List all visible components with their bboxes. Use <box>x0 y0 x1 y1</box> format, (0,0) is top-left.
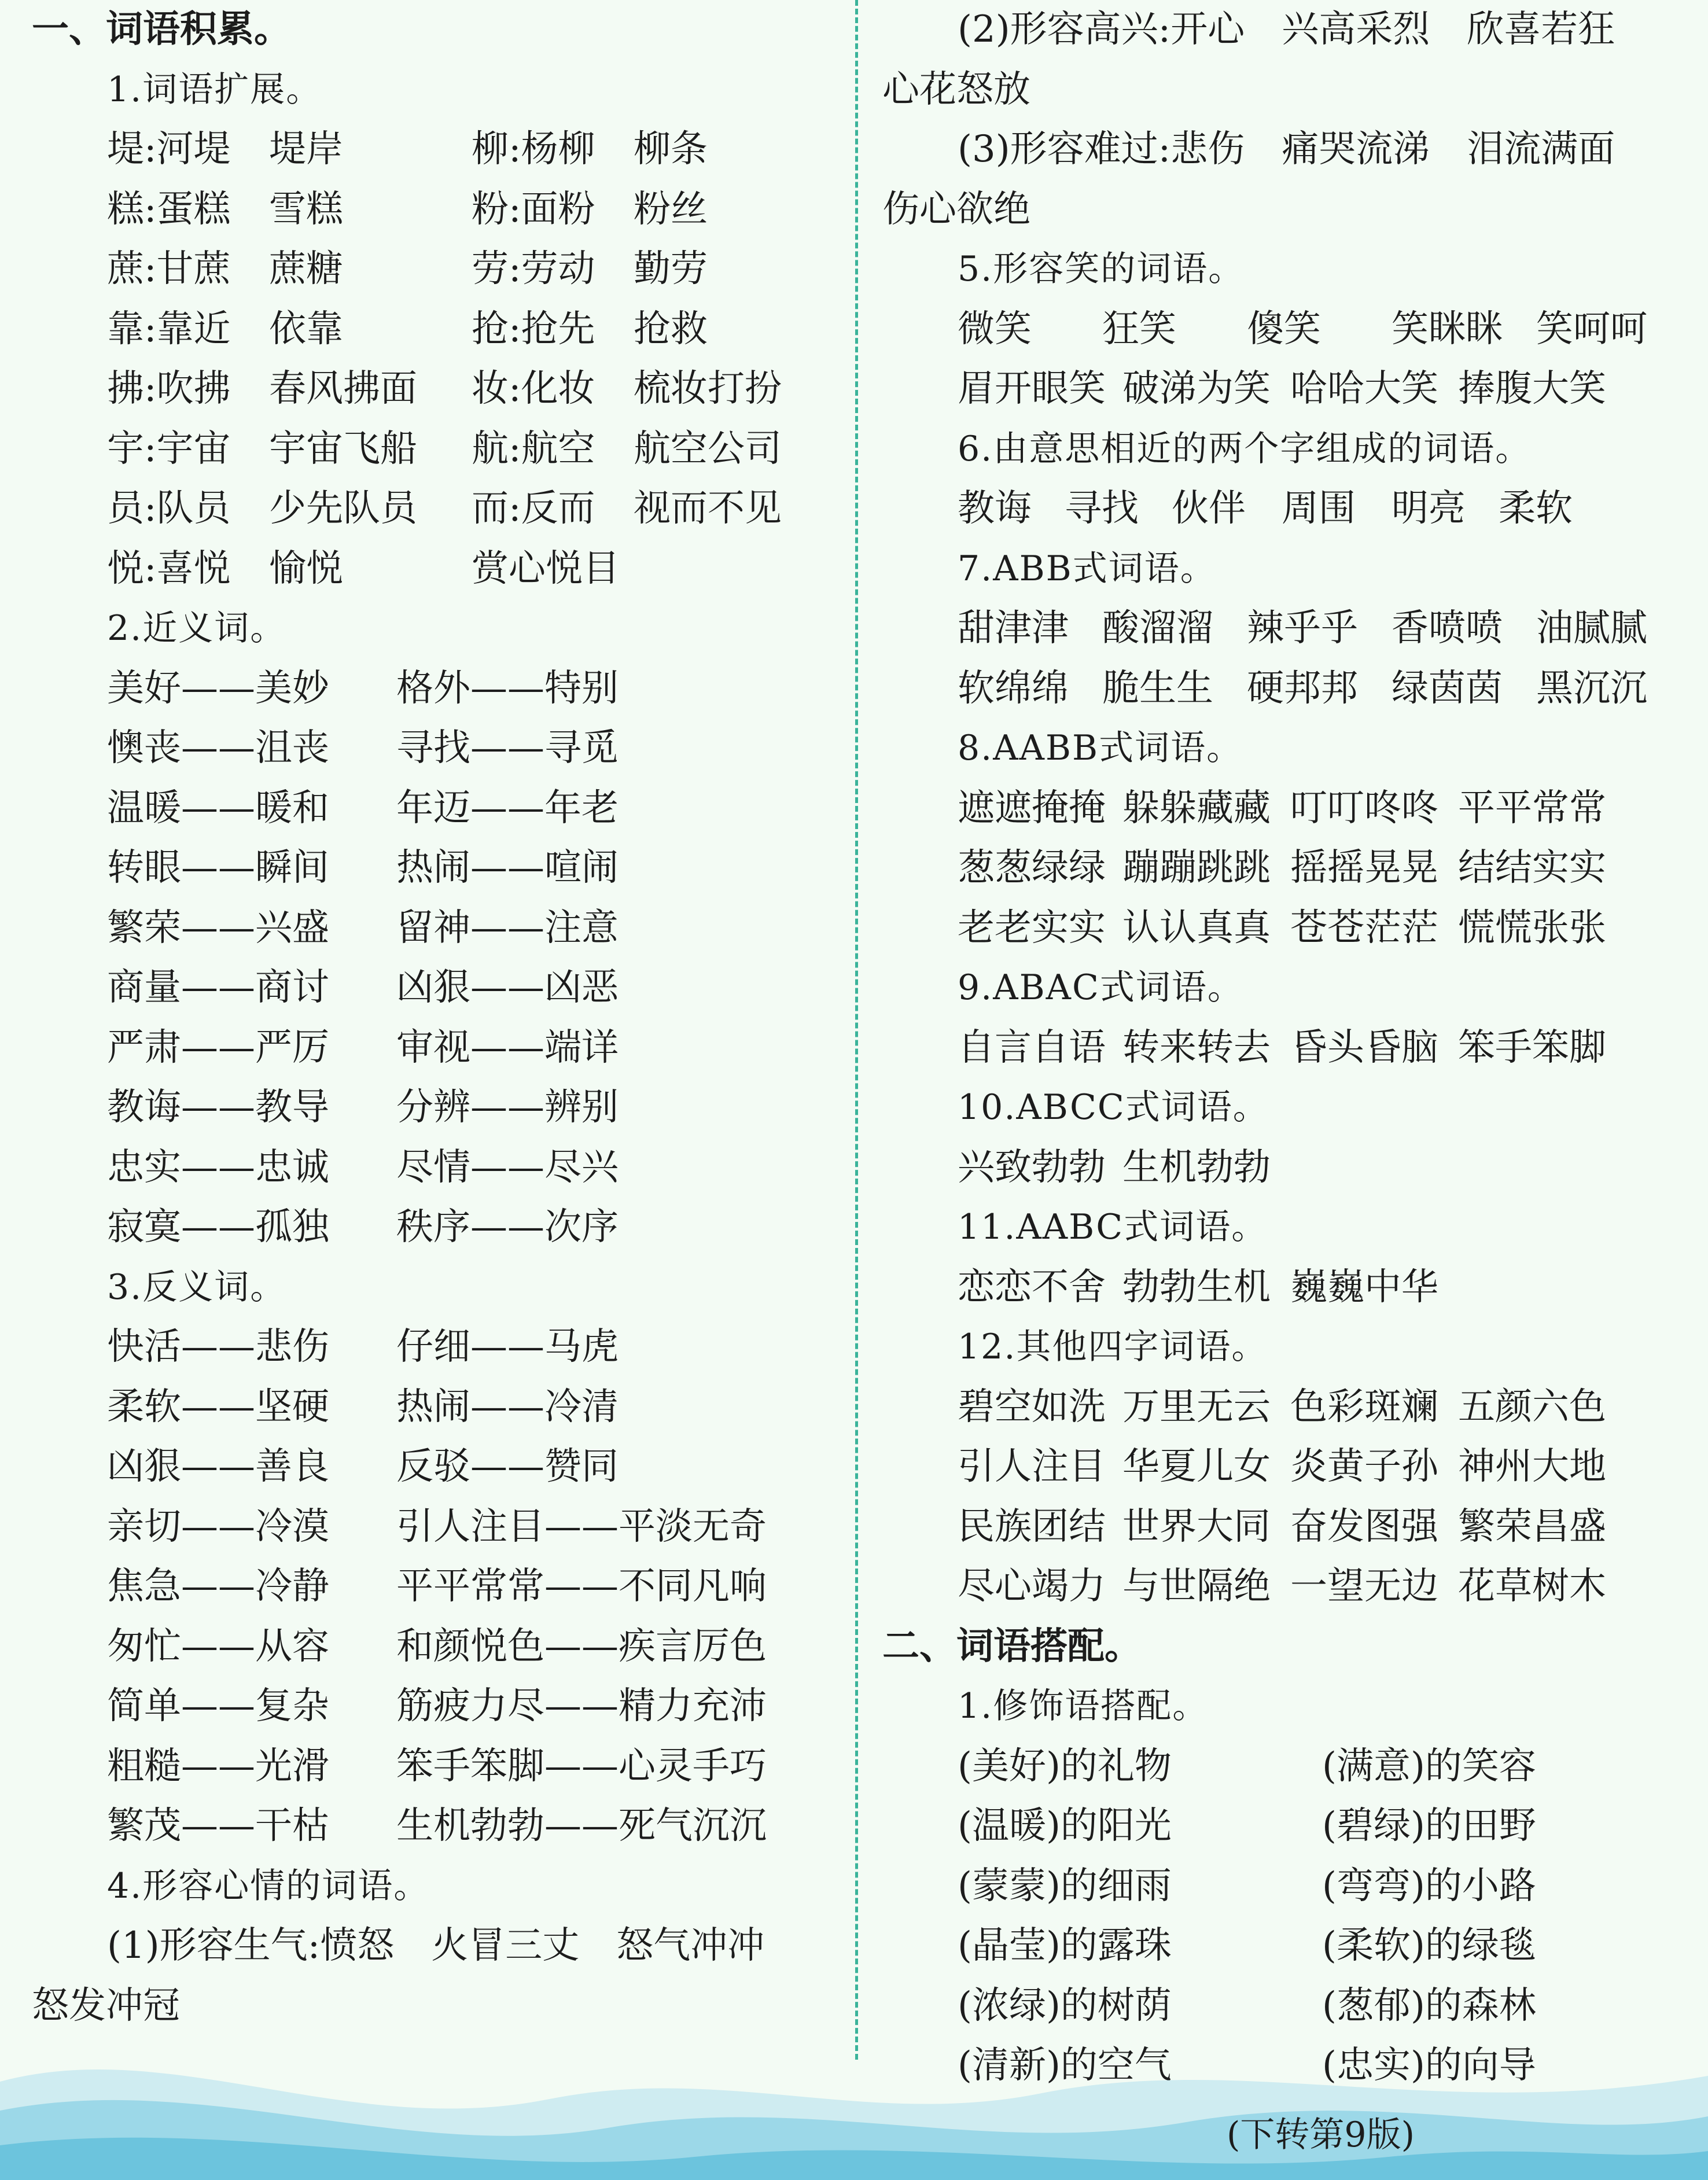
word: 凶狠——善良 <box>107 1445 329 1488</box>
word: 笑眯眯 <box>1392 307 1503 351</box>
word: 热闹——喧闹 <box>396 846 619 889</box>
word: 繁茂——干枯 <box>107 1805 329 1847</box>
near-row <box>882 479 1684 539</box>
word: 蔗糖 <box>269 248 343 290</box>
synonym-row <box>32 1198 842 1258</box>
word: 秩序——次序 <box>396 1206 619 1249</box>
word: 笨手笨脚——心灵手巧 <box>396 1744 767 1788</box>
word: 绿茵茵 <box>1392 666 1503 710</box>
wave-decoration <box>0 2012 1708 2180</box>
word: 仔细——马虎 <box>396 1325 619 1368</box>
expand-row <box>32 479 842 539</box>
word: 恋恋不舍 <box>958 1265 1106 1309</box>
word: 简单——复杂 <box>107 1685 329 1728</box>
word: 傻笑 <box>1247 307 1321 351</box>
word: 硬邦邦 <box>1247 666 1358 710</box>
word: 忠实——忠诚 <box>107 1146 329 1189</box>
subheading-mood: 4.形容心情的词语。 <box>107 1865 430 1906</box>
word: 蹦蹦跳跳 <box>1122 846 1271 889</box>
word: 雪糕 <box>269 187 343 231</box>
word: 严肃——严厉 <box>107 1026 329 1069</box>
word: 蔗:甘蔗 <box>107 248 231 290</box>
synonym-row <box>32 898 842 959</box>
four-row <box>882 1557 1684 1617</box>
abcc-row <box>882 1138 1684 1198</box>
word: 糕:蛋糕 <box>107 187 231 231</box>
mood-angry-line: (1)形容生气:愤怒 火冒三丈 怒气冲冲 <box>107 1924 765 1967</box>
word: (清新)的空气 <box>958 2044 1172 2087</box>
antonym-row <box>32 1737 842 1797</box>
pair-row <box>882 1916 1684 1976</box>
word: 美好——美妙 <box>107 666 329 710</box>
word: 热闹——冷清 <box>396 1385 619 1428</box>
synonym-row <box>32 659 842 719</box>
word: 躲躲藏藏 <box>1122 786 1271 830</box>
word: 劳:劳动 <box>472 248 595 290</box>
synonym-row <box>32 1138 842 1198</box>
column-divider <box>855 0 858 2060</box>
word: 格外——特别 <box>396 666 619 710</box>
synonym-row <box>32 779 842 839</box>
word: 叮叮咚咚 <box>1290 786 1438 830</box>
word: 认认真真 <box>1122 906 1271 949</box>
word: 引人注目 <box>958 1445 1106 1488</box>
word: 粉丝 <box>634 187 708 231</box>
word: 寻找——寻觅 <box>396 727 619 769</box>
four-row <box>882 1378 1684 1438</box>
word: 焦急——冷静 <box>107 1565 329 1608</box>
word: 周围 <box>1282 487 1356 530</box>
laugh-row <box>882 359 1684 419</box>
aabb-row <box>882 898 1684 959</box>
synonym-row <box>32 838 842 898</box>
word: 奋发图强 <box>1290 1505 1438 1548</box>
word: 世界大同 <box>1122 1505 1271 1548</box>
left-column <box>32 0 842 2036</box>
word: (蒙蒙)的细雨 <box>958 1864 1172 1908</box>
word: 梳妆打扮 <box>634 367 782 410</box>
subheading-expand: 1.词语扩展。 <box>107 69 322 110</box>
word: (美好)的礼物 <box>958 1744 1172 1788</box>
mood-happy-line: (2)形容高兴:开心 兴高采烈 欣喜若狂 <box>958 8 1615 51</box>
word: 五颜六色 <box>1458 1385 1606 1428</box>
word: 一望无边 <box>1290 1565 1438 1608</box>
four-row <box>882 1437 1684 1497</box>
word: 柳:杨柳 <box>472 128 595 171</box>
word: 哈哈大笑 <box>1290 367 1438 410</box>
word: 辣乎乎 <box>1247 607 1358 650</box>
word: 寂寞——孤独 <box>107 1206 329 1249</box>
synonym-row <box>32 719 842 779</box>
laugh-row-1 <box>882 300 1684 360</box>
word: 柔软 <box>1499 487 1573 530</box>
word: 炎黄子孙 <box>1290 1445 1438 1488</box>
pair-row <box>882 1857 1684 1917</box>
word: 兴致勃勃 <box>958 1146 1106 1189</box>
word: 破涕为笑 <box>1122 367 1271 410</box>
word: (葱郁)的森林 <box>1322 1984 1536 2027</box>
word: 笑呵呵 <box>1536 307 1647 351</box>
pair-row <box>882 1737 1684 1797</box>
subheading-aabb: 8.AABB式词语。 <box>958 728 1243 768</box>
pair-row <box>882 1796 1684 1857</box>
word: (温暖)的阳光 <box>958 1805 1172 1847</box>
word: 妆:化妆 <box>472 367 595 410</box>
word: 而:反而 <box>472 487 595 530</box>
word: 少先队员 <box>269 487 417 530</box>
synonym-row <box>32 1078 842 1138</box>
aabb-row <box>882 779 1684 839</box>
word: 依靠 <box>269 307 343 351</box>
word: 引人注目——平淡无奇 <box>396 1505 767 1548</box>
subheading-pairs: 1.修饰语搭配。 <box>958 1686 1209 1726</box>
word: 懊丧——沮丧 <box>107 727 329 769</box>
continued-note: (下转第9版) <box>1227 2115 1415 2155</box>
word: 审视——端详 <box>396 1026 619 1069</box>
antonym-row <box>32 1557 842 1617</box>
subheading-abb: 7.ABB式词语。 <box>958 548 1216 589</box>
word: 拂:吹拂 <box>107 367 231 410</box>
word: 春风拂面 <box>269 367 417 410</box>
word: 捧腹大笑 <box>1458 367 1606 410</box>
word: 脆生生 <box>1102 666 1213 710</box>
word: 宇:宇宙 <box>107 427 231 470</box>
word: 堤:河堤 <box>107 128 231 171</box>
word: 抢:抢先 <box>472 307 595 351</box>
word: (满意)的笑容 <box>1322 1744 1536 1788</box>
word: 平平常常——不同凡响 <box>396 1565 767 1608</box>
word: 愉悦 <box>269 547 343 590</box>
word: 筋疲力尽——精力充沛 <box>396 1685 767 1728</box>
word: 宇宙飞船 <box>269 427 417 470</box>
word: 碧空如洗 <box>958 1385 1106 1428</box>
antonym-row <box>32 1497 842 1557</box>
word: 伙伴 <box>1172 487 1246 530</box>
antonym-list <box>32 1317 842 1857</box>
word: 摇摇晃晃 <box>1290 846 1438 889</box>
antonym-row <box>32 1378 842 1438</box>
abcc-row <box>882 1138 1684 1198</box>
expand-row <box>32 180 842 240</box>
word: 柔软——坚硬 <box>107 1385 329 1428</box>
laugh-row <box>882 300 1684 360</box>
word: 华夏儿女 <box>1122 1445 1271 1488</box>
word: 教诲——教导 <box>107 1086 329 1129</box>
antonym-row <box>32 1617 842 1677</box>
word: 软绵绵 <box>958 666 1069 710</box>
expand-row <box>32 539 842 599</box>
subheading-antonyms: 3.反义词。 <box>107 1266 286 1308</box>
word: 教诲 <box>958 487 1032 530</box>
word: 转来转去 <box>1122 1026 1271 1069</box>
expand-row <box>32 300 842 360</box>
word: 平平常常 <box>1458 786 1606 830</box>
word: 寻找 <box>1065 487 1139 530</box>
word: (忠实)的向导 <box>1322 2044 1536 2087</box>
word: 酸溜溜 <box>1102 607 1213 650</box>
word: 眉开眼笑 <box>958 367 1106 410</box>
abb-row <box>882 599 1684 659</box>
word: 苍苍茫茫 <box>1290 906 1438 949</box>
word: (弯弯)的小路 <box>1322 1864 1536 1908</box>
aabc-row <box>882 1258 1684 1318</box>
word: 柳条 <box>634 128 708 171</box>
abac-row <box>882 1018 1684 1078</box>
word: 老老实实 <box>958 906 1106 949</box>
word: 狂笑 <box>1102 307 1176 351</box>
subheading-four: 12.其他四字词语。 <box>958 1327 1268 1367</box>
word: 视而不见 <box>634 487 782 530</box>
word: 笨手笨脚 <box>1458 1026 1606 1069</box>
word: 遮遮掩掩 <box>958 786 1106 830</box>
word: (柔软)的绿毯 <box>1322 1924 1536 1967</box>
word: 昏头昏脑 <box>1290 1026 1438 1069</box>
word: 航:航空 <box>472 427 595 470</box>
word: 抢救 <box>634 307 708 351</box>
expand-row <box>32 419 842 480</box>
subheading-near: 6.由意思相近的两个字组成的词语。 <box>958 428 1532 469</box>
aabb-list <box>882 779 1684 959</box>
laugh-row-2 <box>882 359 1684 419</box>
antonym-row <box>32 1437 842 1497</box>
word: 万里无云 <box>1122 1385 1271 1428</box>
word: 反驳——赞同 <box>396 1445 619 1488</box>
word: 繁荣——兴盛 <box>107 906 329 949</box>
aabb-row <box>882 838 1684 898</box>
word: 明亮 <box>1392 487 1466 530</box>
word: (浓绿)的树荫 <box>958 1984 1172 2027</box>
word: 勤劳 <box>634 248 708 290</box>
word: 勃勃生机 <box>1122 1265 1271 1309</box>
word: 年迈——年老 <box>396 786 619 830</box>
word: 堤岸 <box>269 128 343 171</box>
word: 快活——悲伤 <box>107 1325 329 1368</box>
word: 粗糙——光滑 <box>107 1744 329 1788</box>
subheading-synonyms: 2.近义词。 <box>107 608 286 649</box>
word: 尽心竭力 <box>958 1565 1106 1608</box>
expand-row <box>32 359 842 419</box>
word: 生机勃勃——死气沉沉 <box>396 1805 767 1847</box>
word: 香喷喷 <box>1392 607 1503 650</box>
word: 和颜悦色——疾言厉色 <box>396 1625 767 1668</box>
word: 慌慌张张 <box>1458 906 1606 949</box>
word: 葱葱绿绿 <box>958 846 1106 889</box>
word: 亲切——冷漠 <box>107 1505 329 1548</box>
subheading-aabc: 11.AABC式词语。 <box>958 1207 1268 1247</box>
expand-list <box>32 120 842 599</box>
four-row <box>882 1497 1684 1557</box>
abb-list <box>882 599 1684 719</box>
word: 粉:面粉 <box>472 187 595 231</box>
four-char-list <box>882 1378 1684 1617</box>
abb-row <box>882 659 1684 719</box>
word: 温暖——暖和 <box>107 786 329 830</box>
word: 色彩斑斓 <box>1290 1385 1438 1428</box>
word: 生机勃勃 <box>1122 1146 1271 1189</box>
word: 商量——商讨 <box>107 966 329 1009</box>
antonym-row <box>32 1317 842 1378</box>
word: 结结实实 <box>1458 846 1606 889</box>
synonym-list <box>32 659 842 1258</box>
word: 巍巍中华 <box>1290 1265 1438 1309</box>
word: 黑沉沉 <box>1536 666 1647 710</box>
word: 自言自语 <box>958 1026 1106 1069</box>
subheading-abcc: 10.ABCC式词语。 <box>958 1087 1269 1128</box>
word: 悦:喜悦 <box>107 547 231 590</box>
subheading-laugh: 5.形容笑的词语。 <box>958 249 1245 289</box>
word: 花草树木 <box>1458 1565 1606 1608</box>
word: 靠:靠近 <box>107 307 231 351</box>
word: 神州大地 <box>1458 1445 1606 1488</box>
word: 油腻腻 <box>1536 607 1647 650</box>
mood-sad-line: (3)形容难过:悲伤 痛哭流涕 泪流满面 <box>958 128 1615 171</box>
word: 民族团结 <box>958 1505 1106 1548</box>
section-2-title: 二、词语搭配。 <box>882 1625 1142 1668</box>
antonym-row <box>32 1677 842 1737</box>
word: 分辨——辨别 <box>396 1086 619 1129</box>
antonym-row <box>32 1796 842 1857</box>
word: 凶狠——凶恶 <box>396 966 619 1009</box>
word: 转眼——瞬间 <box>107 846 329 889</box>
word: (晶莹)的露珠 <box>958 1924 1172 1967</box>
word: 尽情——尽兴 <box>396 1146 619 1189</box>
subheading-abac: 9.ABAC式词语。 <box>958 967 1243 1008</box>
synonym-row <box>32 1018 842 1078</box>
expand-row <box>32 120 842 180</box>
word: 员:队员 <box>107 487 231 530</box>
word: 留神——注意 <box>396 906 619 949</box>
word: 赏心悦目 <box>472 547 620 590</box>
word: 与世隔绝 <box>1122 1565 1271 1608</box>
mood-sad-wrap: 伤心欲绝 <box>882 187 1030 231</box>
aabc-row <box>882 1258 1684 1318</box>
synonym-row <box>32 958 842 1018</box>
word: 繁荣昌盛 <box>1458 1505 1606 1548</box>
word: 微笑 <box>958 307 1032 351</box>
mood-angry-wrap: 怒发冲冠 <box>32 1984 180 2027</box>
word: 甜津津 <box>958 607 1069 650</box>
word: 匆忙——从容 <box>107 1625 329 1668</box>
section-1-title: 一、词语积累。 <box>32 8 291 51</box>
near-row <box>882 479 1684 539</box>
right-column <box>882 0 1684 2096</box>
mood-happy-wrap: 心花怒放 <box>882 68 1030 111</box>
word: (碧绿)的田野 <box>1322 1805 1536 1847</box>
abac-row <box>882 1018 1684 1078</box>
expand-row <box>32 240 842 300</box>
word: 航空公司 <box>634 427 782 470</box>
